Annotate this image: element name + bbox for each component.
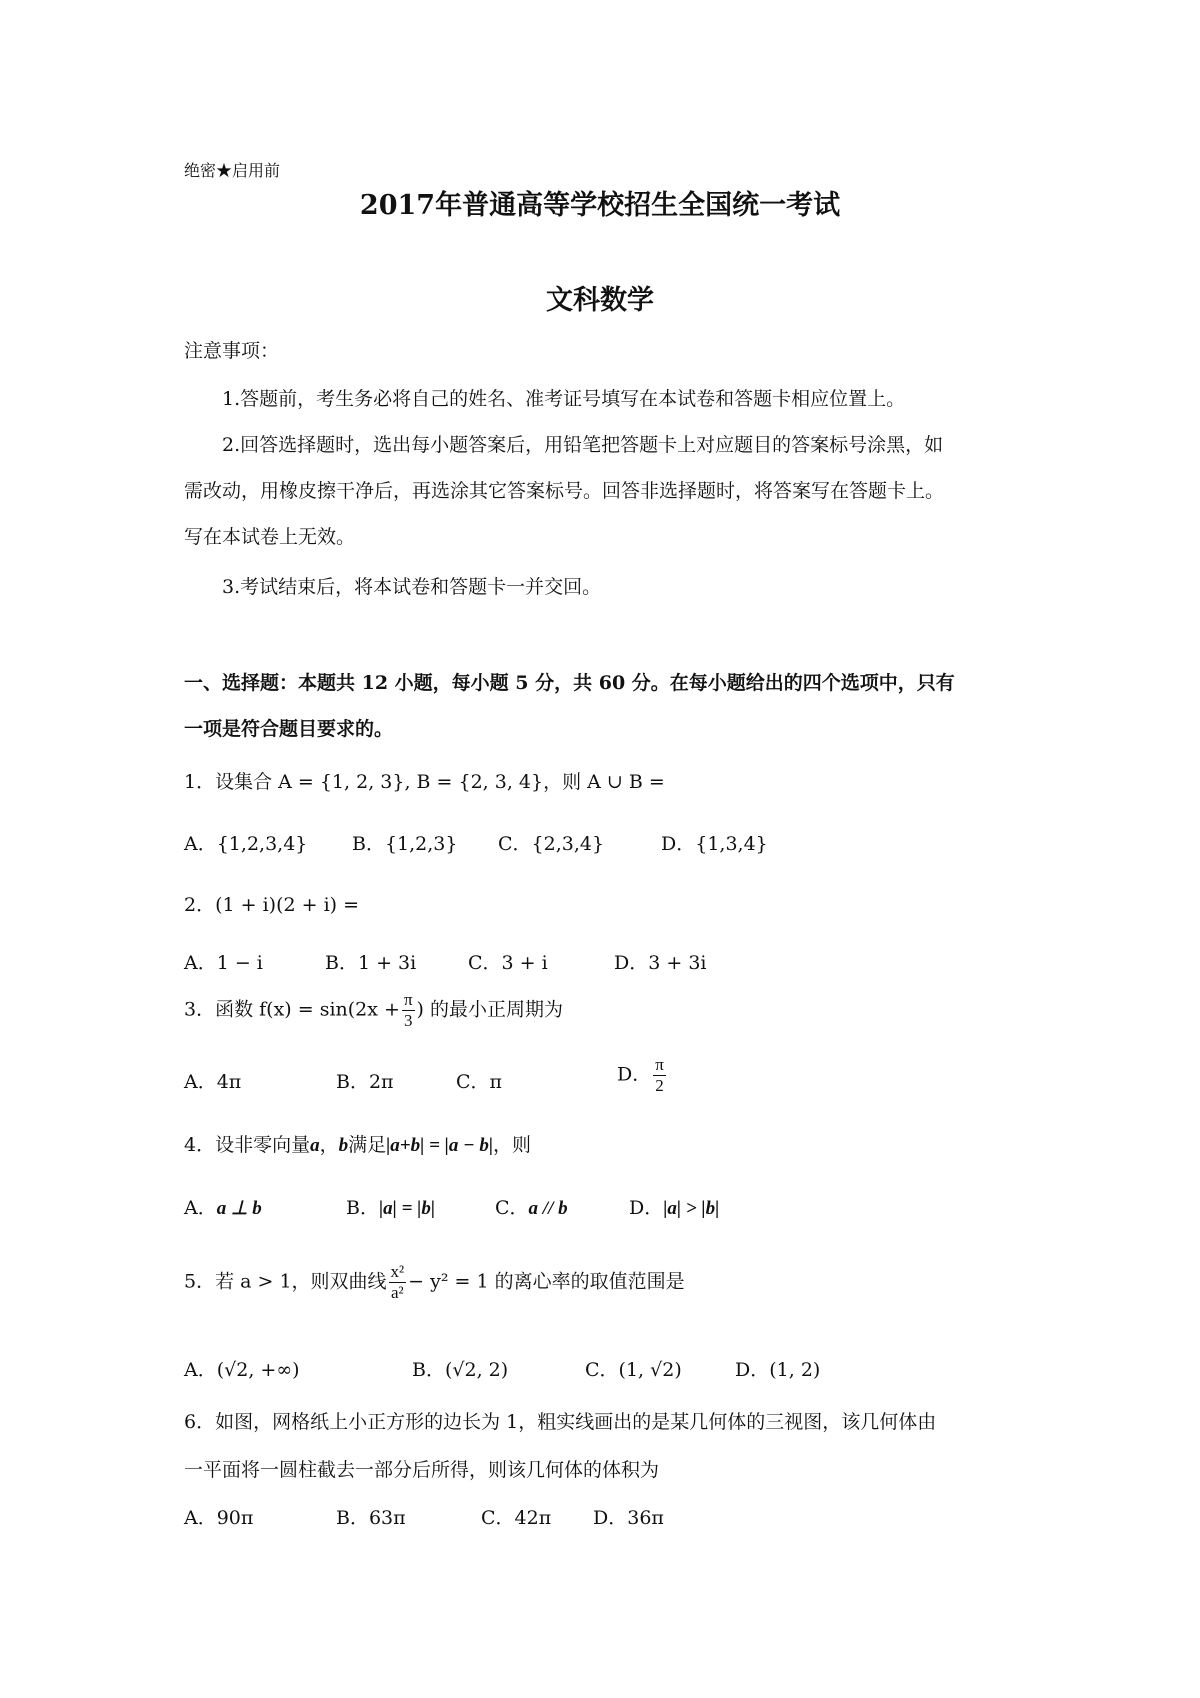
- question-5-option-b: B．(√2, 2): [412, 1359, 509, 1381]
- question-1-option-c: C．{2,3,4}: [498, 833, 605, 855]
- question-6-option-a: A．90π: [184, 1507, 254, 1529]
- question-3-stem-prefix: 3．函数 f(x) = sin(2x +: [184, 998, 400, 1021]
- question-3-option-d: [617, 1055, 668, 1096]
- question-1-option-b: B．{1,2,3}: [352, 833, 458, 855]
- question-3-option-c: C．π: [456, 1071, 503, 1093]
- question-6-option-d: D．36π: [593, 1507, 664, 1529]
- question-3-option-a: A．4π: [184, 1071, 242, 1093]
- section-heading-line1: 一、选择题：本题共 12 小题，每小题 5 分，共 60 分。在每小题给出的四个选项中，只有: [184, 672, 955, 694]
- x2-over-a2-fraction: [389, 1262, 407, 1303]
- question-6-stem-line2: 一平面将一圆柱截去一部分后所得，则该几何体的体积为: [184, 1459, 660, 1481]
- question-1-option-d: D．{1,3,4}: [661, 833, 768, 855]
- option-label: A．: [184, 1197, 217, 1219]
- question-5-stem: [184, 1262, 685, 1303]
- question-4-option-c: [495, 1193, 568, 1220]
- pi-over-3-fraction: [402, 990, 415, 1031]
- option-label: D．: [629, 1197, 664, 1219]
- question-5-option-d: D．(1, 2): [735, 1359, 821, 1381]
- option-expression: a // b: [528, 1198, 568, 1219]
- fraction-numerator: π: [403, 990, 413, 1009]
- question-5-stem-suffix: − y² = 1 的离心率的取值范围是: [408, 1270, 685, 1293]
- question-5-option-c: C．(1, √2): [585, 1359, 682, 1381]
- question-2-option-a: A．1 − i: [184, 952, 263, 974]
- notice-item-2a: 2.回答选择题时，选出每小题答案后，用铅笔把答题卡上对应题目的答案标号涂黑，如: [222, 434, 944, 456]
- question-2-option-b: B．1 + 3i: [325, 952, 417, 974]
- option-expression: a ⊥ b: [216, 1198, 262, 1219]
- option-label: C．: [495, 1197, 529, 1219]
- option-d-label: D．: [617, 1063, 652, 1086]
- question-5-option-a: A．(√2, +∞): [184, 1359, 300, 1381]
- vector-a: a: [310, 1135, 320, 1156]
- notice-item-1: 1.答题前，考生务必将自己的姓名、准考证号填写在本试卷和答题卡相应位置上。: [222, 388, 906, 410]
- fraction-numerator: x²: [390, 1262, 405, 1281]
- option-label: B．: [346, 1197, 379, 1219]
- confidential-mark: 绝密★启用前: [184, 161, 281, 180]
- question-2-option-d: D．3 + 3i: [614, 952, 707, 974]
- question-5-stem-prefix: 5．若 a > 1，则双曲线: [184, 1270, 387, 1293]
- fraction-denominator: 2: [655, 1076, 664, 1095]
- question-3-stem-suffix: ) 的最小正周期为: [416, 998, 563, 1021]
- question-3-option-b: B．2π: [336, 1071, 394, 1093]
- notes-heading: 注意事项：: [184, 340, 280, 362]
- question-4-stem-d: ，则: [493, 1134, 532, 1156]
- pi-over-2-fraction: [653, 1055, 666, 1096]
- question-4-stem-a: 4．设非零向量: [184, 1134, 311, 1156]
- fraction-numerator: π: [655, 1055, 664, 1074]
- question-4-stem: [184, 1130, 531, 1157]
- fraction-denominator: a²: [391, 1283, 404, 1302]
- question-1-option-a: A．{1,2,3,4}: [184, 833, 308, 855]
- notice-item-2b: 需改动，用橡皮擦干净后，再选涂其它答案标号。回答非选择题时，将答案写在答题卡上。: [184, 480, 945, 502]
- question-4-option-b: [346, 1193, 435, 1220]
- question-4-option-a: [184, 1193, 262, 1220]
- notice-item-3: 3.考试结束后，将本试卷和答题卡一并交回。: [222, 576, 602, 598]
- option-expression: |a| = |b|: [378, 1198, 436, 1219]
- fraction-denominator: 3: [404, 1011, 413, 1030]
- vector-equation: |a+b| = |a − b|: [386, 1135, 494, 1156]
- vector-b: b: [338, 1135, 349, 1156]
- question-6-option-c: C．42π: [481, 1507, 552, 1529]
- question-2-stem: 2．(1 + i)(2 + i) =: [184, 894, 360, 916]
- question-3-stem: [184, 990, 563, 1031]
- exam-subject: 文科数学: [546, 285, 654, 316]
- notice-item-2c: 写在本试卷上无效。: [184, 526, 356, 548]
- exam-title: 2017年普通高等学校招生全国统一考试: [359, 190, 841, 221]
- question-6-option-b: B．63π: [336, 1507, 406, 1529]
- question-4-stem-b: ，: [319, 1134, 339, 1156]
- question-6-stem-line1: 6．如图，网格纸上小正方形的边长为 1，粗实线画出的是某几何体的三视图，该几何体由: [184, 1411, 937, 1433]
- question-1-stem: 1．设集合 A = {1, 2, 3}, B = {2, 3, 4}，则 A ∪ B =: [184, 771, 665, 793]
- option-expression: |a| > |b|: [663, 1198, 720, 1219]
- question-4-option-d: [629, 1193, 719, 1220]
- question-2-option-c: C．3 + i: [468, 952, 548, 974]
- section-heading-line2: 一项是符合题目要求的。: [184, 718, 394, 740]
- question-4-stem-c: 满足: [348, 1134, 387, 1156]
